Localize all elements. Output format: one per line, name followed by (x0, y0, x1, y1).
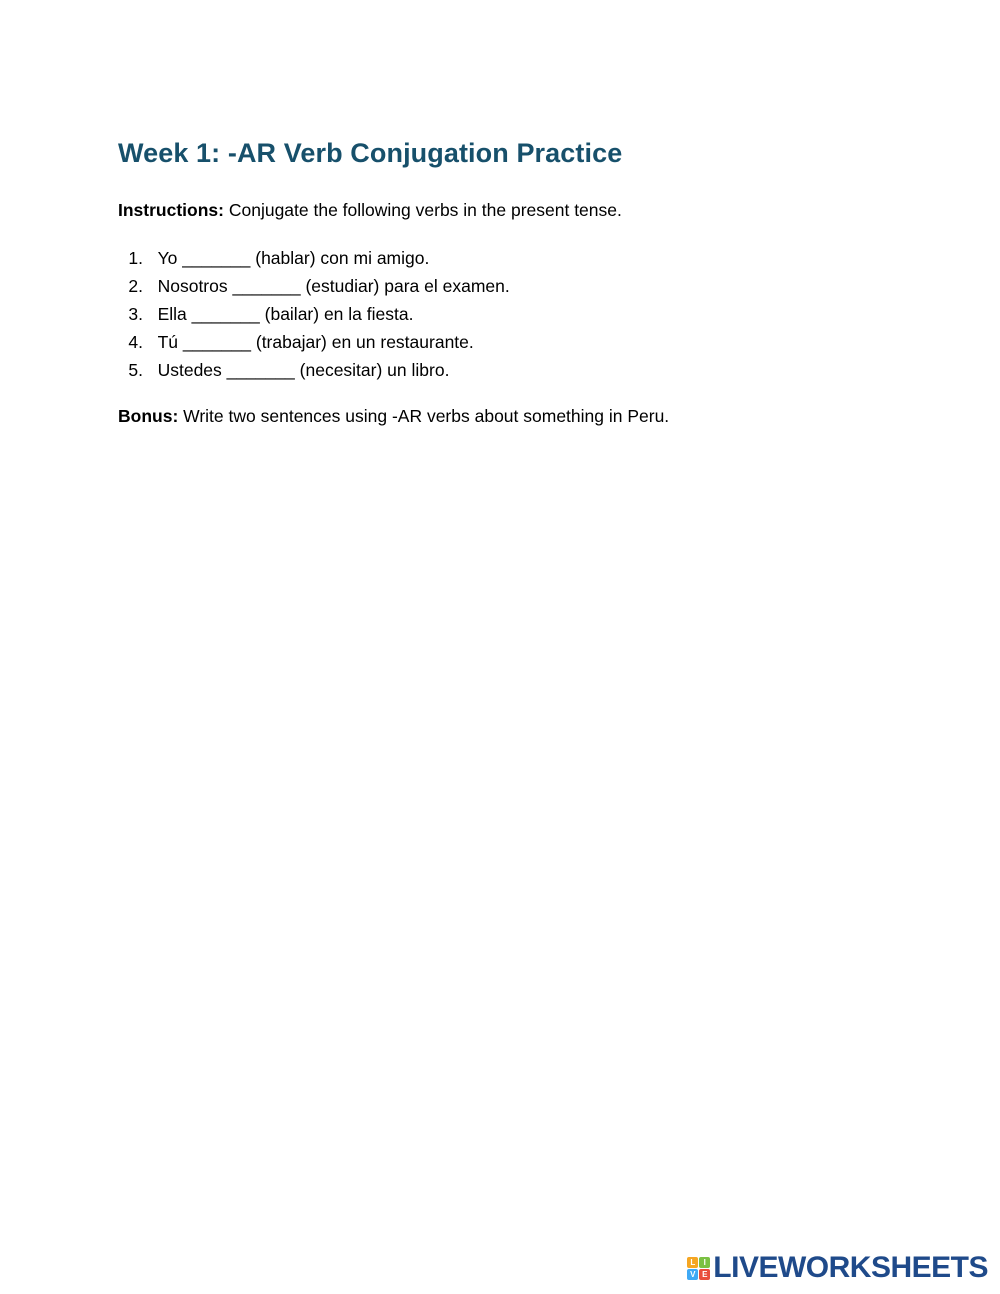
bonus-paragraph (118, 406, 669, 427)
logo-letter: V (687, 1269, 698, 1280)
exercise-list (118, 247, 510, 387)
exercise-item (118, 275, 510, 303)
exercise-text: Tú _______ (trabajar) en un restaurante. (157, 332, 474, 352)
instructions-text: Conjugate the following verbs in the present tense. (223, 200, 622, 220)
liveworksheets-brand (687, 1251, 988, 1284)
bonus-text: Write two sentences using -AR verbs about something in Peru. (178, 406, 670, 426)
exercise-item (118, 303, 510, 331)
exercise-text: Ella _______ (bailar) en la fiesta. (157, 304, 414, 324)
exercise-item (118, 247, 510, 275)
exercise-number: 2. (128, 276, 143, 296)
instructions-paragraph (118, 200, 622, 221)
exercise-item (118, 359, 510, 387)
exercise-number: 4. (128, 332, 143, 352)
exercise-text: Yo _______ (hablar) con mi amigo. (157, 248, 430, 268)
exercise-number: 3. (128, 304, 143, 324)
exercise-number: 5. (128, 360, 143, 380)
exercise-item (118, 331, 510, 359)
exercise-number: 1. (128, 248, 143, 268)
instructions-label: Instructions: (118, 200, 224, 220)
liveworksheets-logo-icon (687, 1257, 710, 1280)
logo-letter: L (687, 1257, 698, 1268)
worksheet-title: Week 1: -AR Verb Conjugation Practice (118, 138, 623, 168)
bonus-label: Bonus: (118, 406, 179, 426)
brand-name: LIVEWORKSHEETS (713, 1251, 988, 1284)
exercise-text: Nosotros _______ (estudiar) para el examen. (157, 276, 510, 296)
exercise-text: Ustedes _______ (necesitar) un libro. (157, 360, 450, 380)
logo-letter: E (699, 1269, 710, 1280)
logo-letter: I (699, 1257, 710, 1268)
